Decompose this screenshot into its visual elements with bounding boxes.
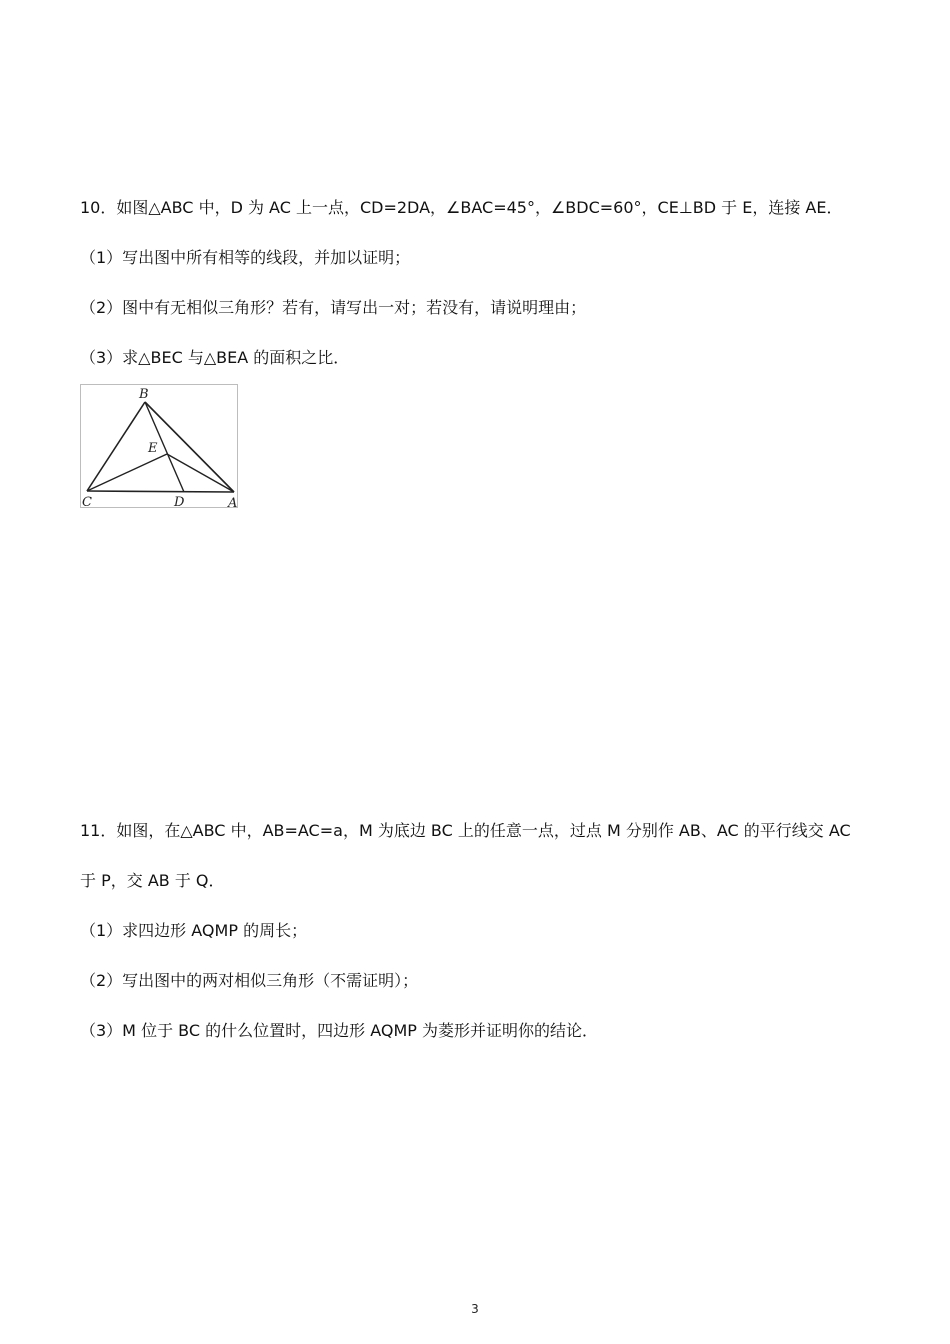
segment-ea	[167, 454, 234, 492]
label-a: A	[228, 496, 238, 509]
q11-part3: （3）M 位于 BC 的什么位置时，四边形 AQMP 为菱形并证明你的结论．	[80, 1021, 598, 1040]
q10-part3: （3）求△BEC 与△BEA 的面积之比．	[80, 348, 350, 367]
page-number: 3	[471, 1302, 479, 1316]
segment-ca	[87, 491, 234, 492]
label-b: B	[139, 387, 149, 402]
label-d: D	[174, 495, 185, 509]
q11-stem-line1: 11．如图，在△ABC 中，AB=AC=a，M 为底边 BC 上的任意一点，过点 M 分别作 AB、AC 的平行线交 AC	[80, 821, 851, 840]
q10-part2: （2）图中有无相似三角形？若有，请写出一对；若没有，请说明理由；	[80, 298, 587, 317]
label-e: E	[148, 441, 158, 456]
q10-triangle-figure	[80, 384, 238, 508]
q11-stem-line2: 于 P，交 AB 于 Q．	[80, 871, 225, 890]
q11-part1: （1）求四边形 AQMP 的周长；	[80, 921, 308, 940]
segment-ba	[145, 402, 234, 492]
triangle-diagram	[81, 385, 239, 509]
q10-stem: 10．如图△ABC 中，D 为 AC 上一点，CD=2DA，∠BAC=45°，∠BDC=60°，CE⊥BD 于 E，连接 AE．	[80, 198, 843, 217]
q10-part1: （1）写出图中所有相等的线段，并加以证明；	[80, 248, 411, 267]
q11-part2: （2）写出图中的两对相似三角形（不需证明）；	[80, 971, 419, 990]
label-c: C	[82, 495, 92, 509]
